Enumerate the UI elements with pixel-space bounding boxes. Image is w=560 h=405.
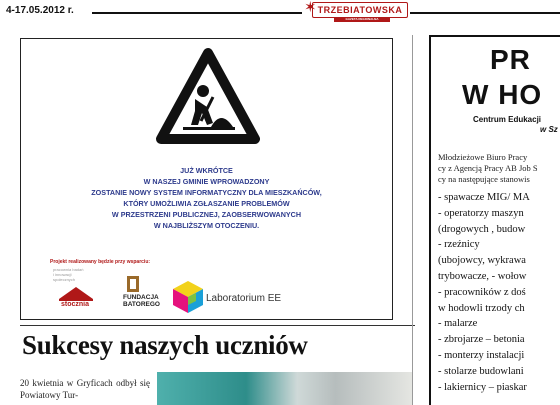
announcement-line: KTÓRY UMOŻLIWIA ZGŁASZANIE PROBLEMÓW — [123, 199, 290, 208]
list-item: - spawacze MIG/ MA — [438, 192, 530, 203]
header-rule-left — [92, 12, 302, 14]
stocznia-name: stocznia — [61, 301, 90, 308]
stocznia-logo: pracownia badań i innowacji społecznych stocznia — [53, 267, 103, 311]
list-item: (drogowych , budow — [438, 223, 526, 235]
announcement-text — [20, 165, 393, 231]
list-item: - pracowników z doś — [438, 286, 526, 298]
job-ad-title-line1: PR — [490, 44, 531, 75]
job-ad-subtitle-location: w Sz — [540, 125, 558, 134]
list-item: - lakiernicy – piaskar — [438, 381, 527, 393]
fundacja-batorego-logo — [117, 274, 167, 316]
announcement-line: W PRZESTRZENI PUBLICZNEJ, ZAOBSERWOWANYCH — [111, 210, 302, 219]
announcement-line: ZOSTANIE NOWY SYSTEM INFORMATYCZNY DLA MIESZKAŃCÓW, — [91, 188, 322, 197]
job-positions-list — [438, 190, 530, 395]
article-headline: Sukcesy naszych uczniów — [22, 330, 308, 360]
list-item: - zbrojarze – betonia — [438, 334, 525, 346]
article-body: 20 kwietnia w Gryficach odbył się Powiatowy Tur- — [20, 378, 150, 400]
batory-mark-icon — [125, 274, 141, 294]
announcement-line: W NAJBLIŻSZYM OTOCZENIU. — [153, 221, 260, 230]
list-item: - monterzy instalacji — [438, 349, 525, 361]
article-divider — [20, 325, 415, 326]
issue-date: 4-17.05.2012 r. — [6, 5, 74, 16]
list-item: - operatorzy maszyn — [438, 207, 524, 219]
laboratorium-ee-name: Laboratorium EE — [206, 293, 282, 304]
article-photo — [157, 372, 412, 405]
list-item: w hodowli trzody ch — [438, 302, 525, 314]
announcement-line: JUŻ WKRÓTCE — [180, 166, 233, 175]
list-item: trybowacze, - wołow — [438, 270, 527, 282]
roadworks-warning-icon — [155, 47, 261, 147]
header-rule-right — [410, 12, 560, 14]
column-divider — [412, 35, 413, 405]
newspaper-logo — [304, 2, 408, 24]
hexagon-cube-icon — [172, 280, 204, 314]
job-ad-subtitle: Centrum Edukacji — [473, 115, 542, 124]
list-item: - malarze — [438, 318, 478, 330]
list-item: (ubojowcy, wykrawa — [438, 255, 526, 267]
job-ad-intro: Młodzieżowe Biuro Pracy cy z Agencją Pracy AB Job S cy na następujące stanowis — [438, 152, 538, 184]
list-item: - stolarze budowlani — [438, 365, 524, 377]
logo-mark-icon: ✶ — [304, 0, 317, 16]
logo-subtitle: GAZETA REGIONALNA — [334, 17, 390, 22]
logo-wordmark: TRZEBIATOWSKA — [312, 2, 408, 18]
stocznia-mark-icon — [57, 285, 95, 301]
announcement-line: W NASZEJ GMINIE WPROWADZONY — [143, 177, 270, 186]
support-caption: Projekt realizowany będzie przy wsparciu: — [50, 259, 151, 265]
job-ad-title-line2: W HO — [462, 79, 543, 110]
laboratorium-ee-logo — [172, 280, 312, 314]
list-item: - rzeźnicy — [438, 239, 480, 251]
fundacja-batorego-name: FUNDACJA BATOREGO — [123, 294, 160, 308]
